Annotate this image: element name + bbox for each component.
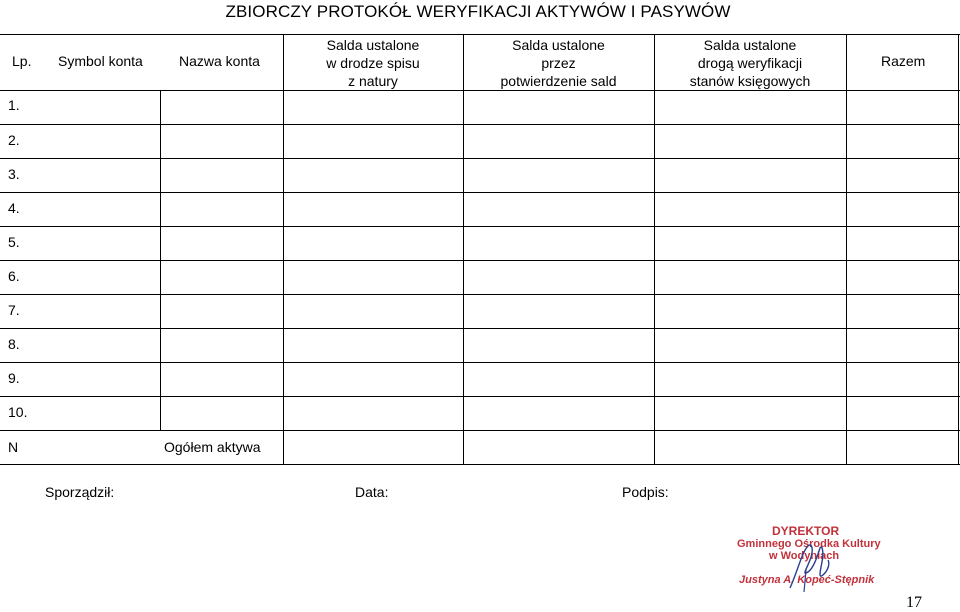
header-line: stanów księgowych: [689, 73, 811, 89]
row-number: 3.: [8, 166, 20, 182]
row-line: [0, 294, 960, 295]
row-number: 6.: [8, 268, 20, 284]
stamp-line: w Wodyniach: [769, 550, 840, 562]
column-line: [654, 34, 655, 464]
column-line: [846, 34, 847, 464]
row-line: [0, 430, 960, 431]
header-symbol-konta: Symbol konta: [58, 53, 143, 69]
stamp-line: DYREKTOR: [772, 524, 840, 538]
header-line: przez: [541, 55, 576, 71]
row-line: [0, 396, 960, 397]
row-line: [0, 362, 960, 363]
table-border-right: [958, 34, 959, 464]
header-line: Salda ustalone: [512, 37, 605, 53]
column-line: [160, 90, 161, 430]
header-lp: Lp.: [12, 53, 32, 69]
row-number: 8.: [8, 336, 20, 352]
row-line: [0, 328, 960, 329]
header-salda-weryfikacja: [654, 36, 846, 90]
header-salda-potwierdzenie: [463, 36, 654, 90]
handwritten-signature: [768, 540, 848, 595]
row-line: [0, 226, 960, 227]
page-number: 17: [906, 594, 922, 611]
header-salda-spis: [283, 36, 463, 90]
date-label: Data:: [355, 484, 389, 500]
table-border-top: [0, 34, 960, 35]
row-line: [0, 192, 960, 193]
table-border-bottom: [0, 464, 960, 465]
total-row-label: Ogółem aktywa: [164, 439, 261, 455]
header-razem: Razem: [881, 53, 926, 69]
header-line: drogą weryfikacji: [697, 55, 803, 71]
header-line: w drodze spisu: [326, 55, 420, 71]
column-line: [463, 34, 464, 464]
row-number: 4.: [8, 200, 20, 216]
stamp-line: Justyna A. Kopeć-Stępnik: [739, 574, 875, 586]
column-line: [283, 34, 284, 464]
prepared-by-label: Sporządził:: [45, 484, 115, 500]
header-bottom-line: [0, 90, 960, 91]
row-number: 9.: [8, 370, 20, 386]
row-line: [0, 124, 960, 125]
document-title: ZBIORCZY PROTOKÓŁ WERYFIKACJI AKTYWÓW I PASYWÓW: [225, 2, 731, 21]
row-number: 5.: [8, 234, 20, 250]
signature-label: Podpis:: [622, 484, 669, 500]
stamp-line: Gminnego Ośrodka Kultury: [737, 538, 881, 550]
header-nazwa-konta: Nazwa konta: [179, 53, 260, 69]
row-line: [0, 158, 960, 159]
total-row-lp: N: [8, 439, 19, 455]
row-number: 10.: [8, 404, 28, 420]
header-line: Salda ustalone: [703, 37, 797, 53]
header-line: z natury: [348, 73, 398, 89]
header-line: potwierdzenie sald: [500, 73, 617, 89]
row-line: [0, 260, 960, 261]
header-line: Salda ustalone: [326, 37, 420, 53]
row-number: 7.: [8, 302, 20, 318]
row-number: 2.: [8, 132, 20, 148]
row-number: 1.: [8, 97, 20, 113]
